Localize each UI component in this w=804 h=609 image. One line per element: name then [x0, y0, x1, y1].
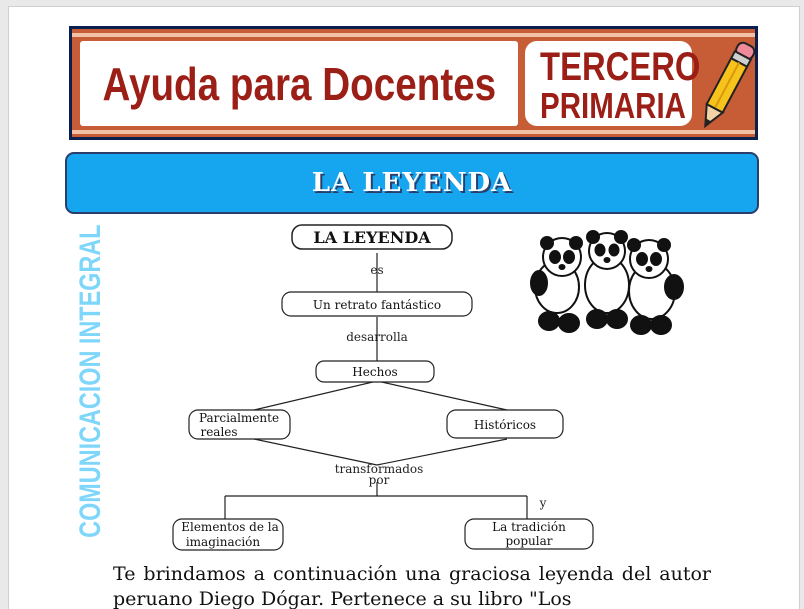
link-label: es — [370, 263, 384, 277]
node-parcialmente-line1: Parcialmente — [198, 411, 280, 425]
node-elementos — [173, 519, 283, 550]
link-label: por — [368, 473, 390, 487]
connector-line — [377, 381, 507, 410]
node-hechos-label: Hechos — [352, 365, 398, 379]
banner-grade-line2: PRIMARIA — [540, 85, 686, 126]
link-label: y — [539, 496, 547, 510]
panda-icon — [628, 239, 683, 334]
section-title: LA LEYENDA — [311, 168, 513, 198]
node-retrato-label: Un retrato fantástico — [312, 298, 442, 312]
body-paragraph: Te brindamos a continuación una graciosa leyenda del autor peruano Diego Dógar. Pertenece a su libro "Los — [113, 563, 711, 609]
document-page — [8, 6, 800, 609]
node-parcialmente-line2: reales — [200, 425, 238, 439]
three-pandas-illustration — [531, 231, 683, 334]
panda-icon — [531, 237, 582, 332]
node-historicos-label: Históricos — [473, 418, 537, 432]
node-tradicion — [465, 519, 593, 549]
node-elementos-line1: Elementos de la — [181, 520, 279, 534]
banner-title: Ayuda para Docentes — [102, 57, 496, 110]
banner-grade-line1: TERCERO — [540, 45, 701, 89]
link-label: desarrolla — [346, 330, 408, 344]
node-retrato — [282, 292, 472, 316]
side-subject-text: COMUNICACION INTEGRAL — [74, 224, 107, 538]
node-tradicion-line2: popular — [505, 534, 553, 548]
link-label: transformados — [334, 462, 424, 476]
panda-icon — [585, 231, 629, 328]
node-root — [292, 225, 452, 249]
node-tradicion-line1: La tradición — [492, 520, 566, 534]
node-parcialmente — [189, 410, 290, 439]
node-elementos-line2: imaginación — [185, 535, 261, 549]
node-root-label: LA LEYENDA — [313, 228, 431, 247]
node-historicos — [447, 410, 563, 438]
connector-line — [254, 381, 377, 410]
node-hechos — [316, 361, 434, 382]
concept-map — [9, 7, 799, 567]
